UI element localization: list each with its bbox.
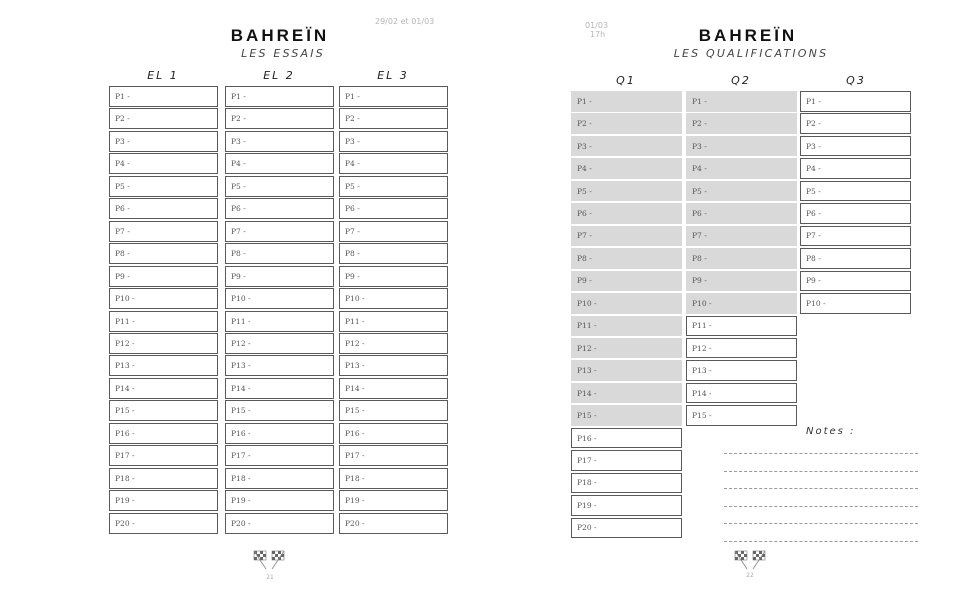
entry-cell[interactable]: P8 - [109, 243, 218, 264]
eliminated-entry-cell[interactable]: P9 - [686, 271, 797, 292]
eliminated-entry-cell[interactable]: P7 - [686, 226, 797, 247]
entry-cell[interactable]: P19 - [109, 490, 218, 511]
entry-cell[interactable]: P15 - [686, 405, 797, 426]
entry-cell[interactable]: P15 - [339, 400, 448, 421]
entry-cell[interactable]: P11 - [225, 311, 334, 332]
entry-cell[interactable]: P16 - [109, 423, 218, 444]
entry-cell[interactable]: P6 - [109, 198, 218, 219]
eliminated-entry-cell[interactable]: P7 - [571, 226, 682, 247]
entry-cell[interactable]: P2 - [800, 113, 911, 134]
entry-cell[interactable]: P18 - [339, 468, 448, 489]
entry-cell[interactable]: P11 - [109, 311, 218, 332]
eliminated-entry-cell[interactable]: P8 - [571, 248, 682, 269]
eliminated-entry-cell[interactable]: P3 - [571, 136, 682, 157]
entry-cell[interactable]: P5 - [225, 176, 334, 197]
left-page-title: BAHREÏN [230, 26, 330, 45]
entry-cell[interactable]: P3 - [109, 131, 218, 152]
entry-cell[interactable]: P5 - [339, 176, 448, 197]
entry-cell[interactable]: P16 - [225, 423, 334, 444]
note-line[interactable] [724, 488, 918, 489]
entry-cell[interactable]: P14 - [686, 383, 797, 404]
entry-cell[interactable]: P14 - [225, 378, 334, 399]
column-header-q3: Q3 [846, 74, 866, 87]
column-header-el3: EL 3 [377, 69, 409, 82]
entry-cell[interactable]: P1 - [339, 86, 448, 107]
entry-cell[interactable]: P14 - [109, 378, 218, 399]
note-line[interactable] [724, 523, 918, 524]
entry-cell[interactable]: P6 - [339, 198, 448, 219]
note-line[interactable] [724, 506, 918, 507]
entry-cell[interactable]: P11 - [339, 311, 448, 332]
left-page-number: 21 [266, 574, 274, 581]
entry-cell[interactable]: P12 - [339, 333, 448, 354]
entry-cell[interactable]: P3 - [339, 131, 448, 152]
eliminated-entry-cell[interactable]: P6 - [686, 203, 797, 224]
entry-cell[interactable]: P7 - [225, 221, 334, 242]
eliminated-entry-cell[interactable]: P8 - [686, 248, 797, 269]
eliminated-entry-cell[interactable]: P5 - [571, 181, 682, 202]
entry-cell[interactable]: P1 - [109, 86, 218, 107]
eliminated-entry-cell[interactable]: P1 - [686, 91, 797, 112]
entry-cell[interactable]: P12 - [109, 333, 218, 354]
entry-cell[interactable]: P10 - [339, 288, 448, 309]
entry-cell[interactable]: P14 - [339, 378, 448, 399]
right-page-number: 22 [746, 572, 754, 579]
entry-cell[interactable]: P7 - [339, 221, 448, 242]
eliminated-entry-cell[interactable]: P5 - [686, 181, 797, 202]
entry-cell[interactable]: P4 - [109, 153, 218, 174]
eliminated-entry-cell[interactable]: P13 - [571, 360, 682, 381]
entry-cell[interactable]: P13 - [109, 355, 218, 376]
entry-cell[interactable]: P1 - [800, 91, 911, 112]
entry-cell[interactable]: P5 - [109, 176, 218, 197]
entry-cell[interactable]: P19 - [339, 490, 448, 511]
checkered-flags-icon [252, 549, 286, 571]
entry-cell[interactable]: P8 - [225, 243, 334, 264]
entry-cell[interactable]: P17 - [225, 445, 334, 466]
entry-cell[interactable]: P13 - [686, 360, 797, 381]
eliminated-entry-cell[interactable]: P12 - [571, 338, 682, 359]
right-date: 01/03 [585, 21, 609, 30]
entry-cell[interactable]: P5 - [800, 181, 911, 202]
entry-cell[interactable]: P1 - [225, 86, 334, 107]
entry-cell[interactable]: P8 - [800, 248, 911, 269]
entry-cell[interactable]: P2 - [109, 108, 218, 129]
entry-cell[interactable]: P3 - [800, 136, 911, 157]
column-header-el1: EL 1 [147, 69, 179, 82]
entry-cell[interactable]: P20 - [225, 513, 334, 534]
eliminated-entry-cell[interactable]: P9 - [571, 271, 682, 292]
entry-cell[interactable]: P9 - [800, 271, 911, 292]
eliminated-entry-cell[interactable]: P2 - [686, 113, 797, 134]
left-date: 29/02 et 01/03 [375, 17, 435, 26]
entry-cell[interactable]: P3 - [225, 131, 334, 152]
entry-cell[interactable]: P18 - [109, 468, 218, 489]
entry-cell[interactable]: P2 - [339, 108, 448, 129]
entry-cell[interactable]: P16 - [339, 423, 448, 444]
right-page-subtitle: LES QUALIFICATIONS [673, 47, 829, 60]
entry-cell[interactable]: P4 - [225, 153, 334, 174]
eliminated-entry-cell[interactable]: P1 - [571, 91, 682, 112]
entry-cell[interactable]: P8 - [339, 243, 448, 264]
entry-cell[interactable]: P20 - [339, 513, 448, 534]
entry-cell[interactable]: P20 - [571, 518, 682, 539]
eliminated-entry-cell[interactable]: P11 - [571, 316, 682, 337]
entry-cell[interactable]: P13 - [225, 355, 334, 376]
entry-cell[interactable]: P10 - [225, 288, 334, 309]
note-line[interactable] [724, 471, 918, 472]
entry-cell[interactable]: P6 - [800, 203, 911, 224]
column-header-q2: Q2 [731, 74, 751, 87]
entry-cell[interactable]: P2 - [225, 108, 334, 129]
eliminated-entry-cell[interactable]: P6 - [571, 203, 682, 224]
entry-cell[interactable]: P12 - [686, 338, 797, 359]
eliminated-entry-cell[interactable]: P15 - [571, 405, 682, 426]
entry-cell[interactable]: P4 - [339, 153, 448, 174]
entry-cell[interactable]: P18 - [571, 473, 682, 494]
eliminated-entry-cell[interactable]: P4 - [686, 158, 797, 179]
entry-cell[interactable]: P9 - [109, 266, 218, 287]
checkered-flags-icon [733, 549, 767, 571]
eliminated-entry-cell[interactable]: P3 - [686, 136, 797, 157]
entry-cell[interactable]: P9 - [339, 266, 448, 287]
entry-cell[interactable]: P10 - [109, 288, 218, 309]
right-page-title: BAHREÏN [698, 26, 798, 45]
entry-cell[interactable]: P18 - [225, 468, 334, 489]
entry-cell[interactable]: P11 - [686, 316, 797, 337]
note-line[interactable] [724, 541, 918, 542]
entry-cell[interactable]: P4 - [800, 158, 911, 179]
eliminated-entry-cell[interactable]: P14 - [571, 383, 682, 404]
entry-cell[interactable]: P17 - [339, 445, 448, 466]
column-header-q1: Q1 [616, 74, 636, 87]
entry-cell[interactable]: P9 - [225, 266, 334, 287]
left-page-subtitle: LES ESSAIS [241, 47, 325, 60]
eliminated-entry-cell[interactable]: P2 - [571, 113, 682, 134]
entry-cell[interactable]: P20 - [109, 513, 218, 534]
entry-cell[interactable]: P19 - [225, 490, 334, 511]
entry-cell[interactable]: P6 - [225, 198, 334, 219]
entry-cell[interactable]: P12 - [225, 333, 334, 354]
column-header-el2: EL 2 [263, 69, 295, 82]
entry-cell[interactable]: P10 - [800, 293, 911, 314]
entry-cell[interactable]: P16 - [571, 428, 682, 449]
entry-cell[interactable]: P13 - [339, 355, 448, 376]
right-time: 17h [590, 30, 606, 39]
note-line[interactable] [724, 453, 918, 454]
entry-cell[interactable]: P17 - [109, 445, 218, 466]
notes-label: Notes : [806, 426, 856, 437]
entry-cell[interactable]: P7 - [800, 226, 911, 247]
entry-cell[interactable]: P7 - [109, 221, 218, 242]
entry-cell[interactable]: P19 - [571, 495, 682, 516]
entry-cell[interactable]: P17 - [571, 450, 682, 471]
entry-cell[interactable]: P15 - [109, 400, 218, 421]
eliminated-entry-cell[interactable]: P4 - [571, 158, 682, 179]
entry-cell[interactable]: P15 - [225, 400, 334, 421]
eliminated-entry-cell[interactable]: P10 - [571, 293, 682, 314]
eliminated-entry-cell[interactable]: P10 - [686, 293, 797, 314]
